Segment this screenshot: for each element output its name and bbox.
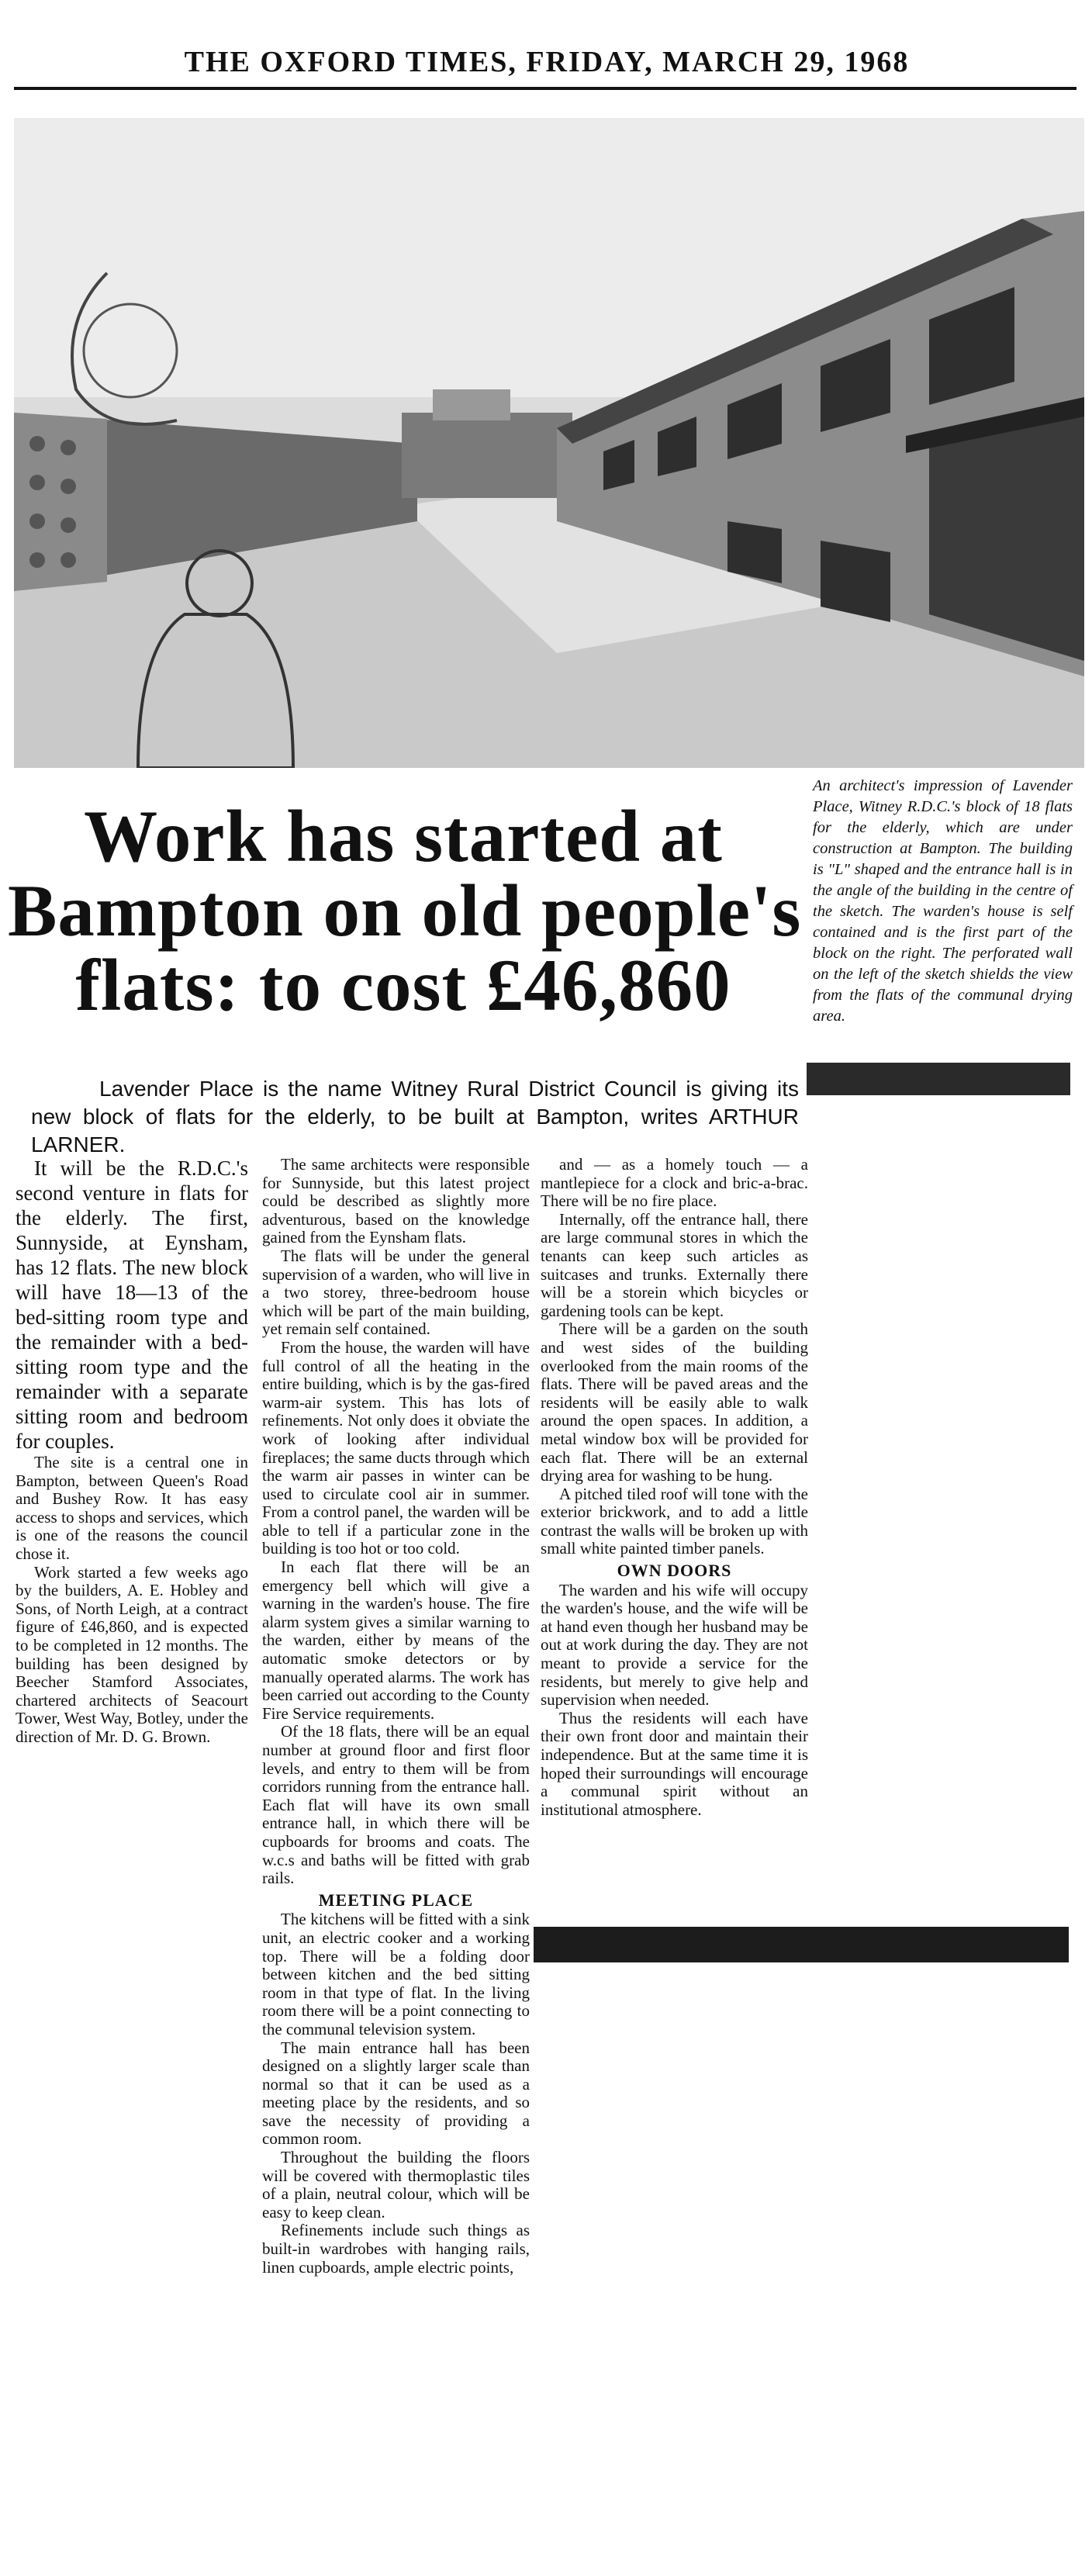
article-paragraph: The flats will be under the general supervision of a warden, who will live in a two storey, three-bedroom house which will be part of the main building, yet remain self contained.	[262, 1246, 530, 1339]
article-paragraph: and — as a homely touch — a mantlepiece for a clock and bric-a-brac. There will be no fire place.	[541, 1155, 808, 1211]
headline	[8, 795, 802, 1026]
headline-line: Bampton on old people's	[8, 870, 802, 952]
photo-caption: An architect's impression of Lavender Place, Witney R.D.C.'s block of 18 flats for the elderly, which are under construction at Bampton. The building is "L" shaped and the entrance hall is in the angle of the building in the centre of the sketch. The warden's house is self contained and is the first part of the block on the right. The perforated wall on the left of the sketch shields the view from the flats of the communal drying area.	[813, 777, 1073, 1025]
article-paragraph: It will be the R.D.C.'s second venture in flats for the elderly. The first, Sunnyside, at Eynsham, has 12 flats. The new block will have 18—13 of the bed-sitting room type and the remainder with a bed-sitting room type and the remainder with a separate sitting room and bedroom for couples.	[16, 1157, 248, 1453]
article-paragraph: In each flat there will be an emergency bell which will give a warning in the warden's house. The fire alarm system gives a similar warning to the warden, either by means of the automatic smoke detectors or by manually operated alarms. The work has been carried out according to the County Fire Service requirements.	[262, 1558, 530, 1723]
article-paragraph: The kitchens will be fitted with a sink unit, an electric cooker and a working top. There will be a folding door between kitchen and the bed sitting room in that type of flat. In the living room there will be a point connecting to the communal television system.	[262, 1910, 530, 2038]
headline-line: Work has started at	[84, 795, 723, 877]
article-paragraph: Of the 18 flats, there will be an equal number at ground floor and first floor levels, and entry to them will be from corridors running from the entrance hall. Each flat will have its own small entrance hall, in which there will be cupboards for brooms and coats. The w.c.s and baths will be fitted with grab rails.	[262, 1722, 530, 1888]
headline-line: flats: to cost £46,860	[75, 944, 731, 1026]
article-paragraph: The same architects were responsible for Sunnyside, but this latest project could be described as slightly more adventurous, based on the knowledge gained from the Eynsham flats.	[262, 1155, 530, 1247]
masthead: THE OXFORD TIMES, FRIDAY, MARCH 29, 1968	[184, 46, 910, 78]
subheading-meeting-place: MEETING PLACE	[318, 1890, 474, 1910]
article-paragraph: Work started a few weeks ago by the builders, A. E. Hobley and Sons, of North Leigh, at a contract figure of £46,860, and is expected to be completed in 12 months. The building has been designed by Beecher Stamford Associates, chartered architects of Seacourt Tower, West Way, Botley, under the direction of Mr. D. G. Brown.	[16, 1562, 248, 1746]
article-paragraph: A pitched tiled roof will tone with the exterior brickwork, and to add a little contrast the walls will be broken up with small white painted timber panels.	[541, 1484, 808, 1558]
article-paragraph: Thus the residents will each have their own front door and maintain their independence. But at the same time it is hoped their surroundings will encourage a communal spirit without an institutional atmosphere.	[541, 1708, 808, 1819]
article-column-2	[262, 1156, 530, 2277]
article-paragraph: Throughout the building the floors will be covered with thermoplastic tiles of a plain, neutral colour, which will be easy to keep clean.	[262, 2148, 530, 2222]
article-column-3	[541, 1156, 808, 1819]
article-paragraph: Refinements include such things as built-in wardrobes with hanging rails, linen cupboards, ample electric points,	[262, 2221, 530, 2277]
masthead-rule	[14, 87, 1076, 90]
torn-edge-strip	[807, 1063, 1070, 1095]
article-paragraph: The warden and his wife will occupy the warden's house, and the wife will be at hand even though her husband may be out at work during the day. They are not meant to provide a service for the residents, but merely to give help and supervision when needed.	[541, 1580, 808, 1710]
article-paragraph: The main entrance hall has been designed on a slightly larger scale than normal so that it can be used as a meeting place by the residents, and so save the necessity of providing a common room.	[262, 2038, 530, 2149]
article-column-1	[16, 1156, 248, 1747]
article-paragraph: The site is a central one in Bampton, between Queen's Road and Bushey Row. It has easy access to shops and services, which is one of the reasons the council chose it.	[16, 1453, 248, 1563]
torn-edge-strip	[534, 1927, 1069, 1962]
article-paragraph: From the house, the warden will have full control of all the heating in the entire building, which is by the gas-fired warm-air system. This has lots of refinements. Not only does it obviate the work of looking after individual fireplaces; the same ducts through which the warm air passes in winter can be used to circulate cool air in summer. From a control panel, the warden will be able to tell if a particular zone in the building is too hot or too cold.	[262, 1337, 530, 1558]
standfirst: Lavender Place is the name Witney Rural District Council is giving its new block of flats for the elderly, to be built at Bampton, writes ARTHUR LARNER.	[31, 1077, 799, 1157]
subheading-own-doors: OWN DOORS	[617, 1561, 732, 1581]
article-paragraph: There will be a garden on the south and west sides of the building overlooked from the main rooms of the flats. There will be paved areas and the residents will be easily able to walk around the open spaces. In addition, a metal window box will be provided for each flat. There will be an external drying area for washing to be hung.	[541, 1319, 808, 1485]
sketch-drawing	[14, 118, 1084, 768]
article-paragraph: Internally, off the entrance hall, there are large communal stores in which the tenants can keep such articles as suitcases and trunks. Externally there will be a storein which bicycles or gardening tools can be kept.	[541, 1209, 808, 1320]
architect-sketch-image	[14, 118, 1084, 768]
